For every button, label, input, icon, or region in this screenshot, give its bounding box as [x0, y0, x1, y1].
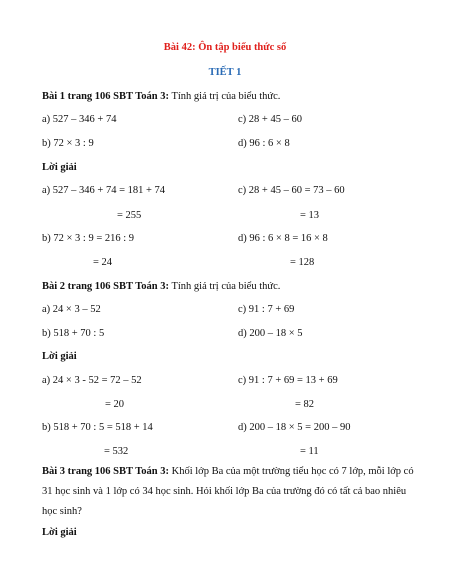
- ex1-item-a: a) 527 – 346 + 74: [42, 114, 117, 125]
- ex1-sol-a-line2: = 255: [117, 210, 142, 221]
- ex2-sol-b-line1: b) 518 + 70 : 5 = 518 + 14: [42, 422, 153, 433]
- ex2-item-d: d) 200 – 18 × 5: [238, 328, 303, 339]
- ex2-sol-b-line2: = 532: [104, 446, 129, 457]
- ex2-prompt: Tính giá trị của biểu thức.: [169, 281, 281, 292]
- ex2-item-c: c) 91 : 7 + 69: [238, 304, 295, 315]
- ex2-sol-d-line2: = 11: [300, 446, 319, 457]
- ex1-sol-d-line1: d) 96 : 6 × 8 = 16 × 8: [238, 233, 328, 244]
- ex1-sol-c-line1: c) 28 + 45 – 60 = 73 – 60: [238, 185, 345, 196]
- ex1-sol-c-line2: = 13: [300, 210, 320, 221]
- ex2-item-a: a) 24 × 3 – 52: [42, 304, 101, 315]
- ex1-prompt: Tính giá trị của biểu thức.: [169, 91, 281, 102]
- ex2-heading: Bài 2 trang 106 SBT Toán 3:: [42, 281, 170, 292]
- ex1-sol-b-line2: = 24: [93, 257, 113, 268]
- ex2-item-b: b) 518 + 70 : 5: [42, 328, 105, 339]
- ex2-solution-label: Lời giải: [42, 351, 77, 362]
- ex3-statement: [42, 462, 414, 522]
- ex2-sol-a-line1: a) 24 × 3 - 52 = 72 – 52: [42, 375, 142, 386]
- ex2-sol-a-line2: = 20: [105, 399, 125, 410]
- ex1-sol-b-line1: b) 72 × 3 : 9 = 216 : 9: [42, 233, 135, 244]
- ex1-item-b: b) 72 × 3 : 9: [42, 138, 94, 149]
- ex3-solution-label: Lời giải: [42, 527, 77, 538]
- ex1-statement: [42, 90, 280, 103]
- ex1-item-d: d) 96 : 6 × 8: [238, 138, 290, 149]
- ex1-sol-a-line1: a) 527 – 346 + 74 = 181 + 74: [42, 185, 166, 196]
- ex1-item-c: c) 28 + 45 – 60: [238, 114, 302, 125]
- ex2-sol-c-line1: c) 91 : 7 + 69 = 13 + 69: [238, 375, 338, 386]
- ex2-sol-c-line2: = 82: [295, 399, 315, 410]
- ex2-statement: [42, 280, 280, 293]
- ex3-heading: Bài 3 trang 106 SBT Toán 3:: [42, 466, 170, 477]
- ex1-solution-label: Lời giải: [42, 162, 77, 173]
- ex1-sol-d-line2: = 128: [290, 257, 315, 268]
- section-subtitle: TIẾT 1: [208, 67, 242, 78]
- ex3-prompt: Khối lớp Ba của một trường tiểu học có 7 lớp, mỗi lớp có 31 học sinh và 1 lớp có 34 học sinh. Hỏi khối lớp Ba của trường đó có tất cả bao nhiêu học sinh?: [42, 466, 414, 517]
- ex1-heading: Bài 1 trang 106 SBT Toán 3:: [42, 91, 170, 102]
- document-title: Bài 42: Ôn tập biểu thức số: [163, 42, 287, 53]
- ex2-sol-d-line1: d) 200 – 18 × 5 = 200 – 90: [238, 422, 351, 433]
